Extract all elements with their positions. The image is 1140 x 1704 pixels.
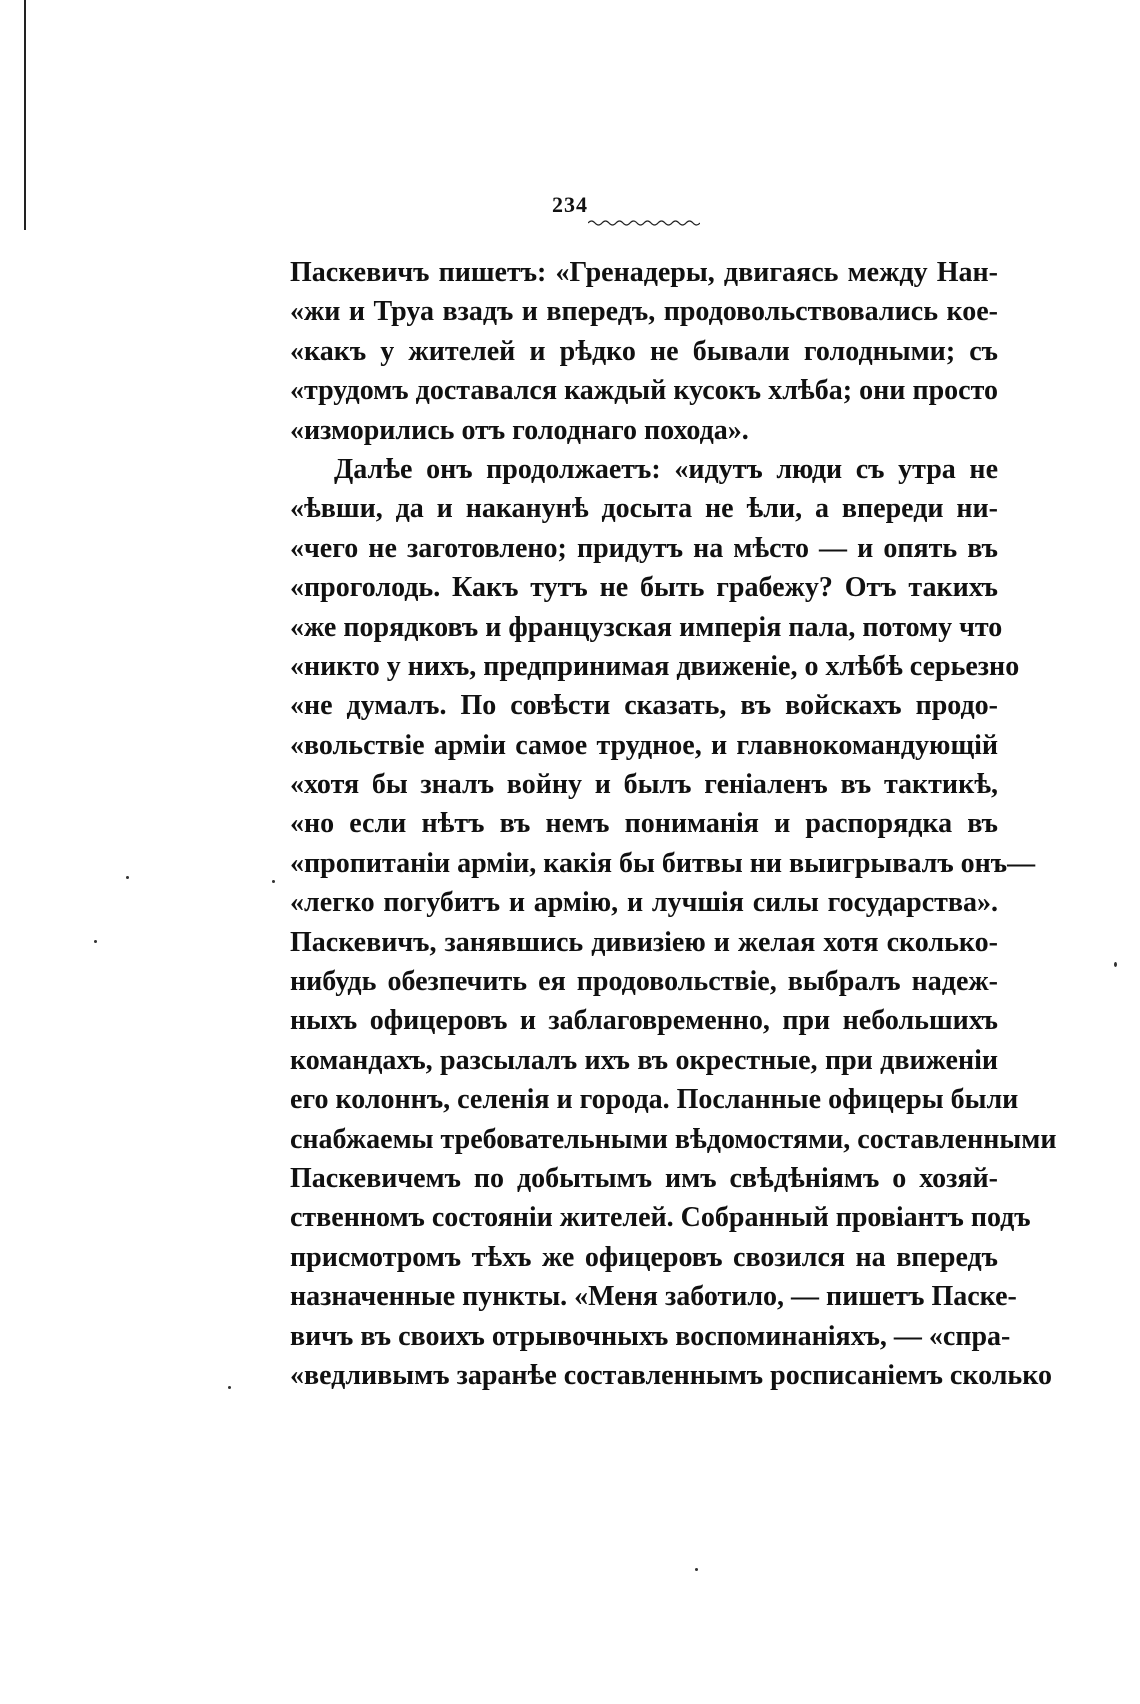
text-line: «же порядковъ и французская имперія пала, потому что [290,611,1003,643]
text-line: «жи и Труа взадъ и впередъ, продовольствовались кое- [290,296,998,328]
wavy-ornament [588,218,700,228]
text-line: Паскевичъ, занявшись дивизіею и желая хотя сколько- [290,926,998,958]
text-line: Паскевичемъ по добытымъ имъ свѣдѣніямъ о хозяй- [290,1162,998,1194]
text-line: «хотя бы зналъ войну и былъ геніаленъ въ тактикѣ, [290,769,998,801]
text-line: «трудомъ доставался каждый кусокъ хлѣба; они просто [290,375,998,407]
text-line: «пропитаніи арміи, какія бы битвы ни выигрывалъ онъ— [290,847,1036,879]
text-line: нибудь обезпечить ея продовольствіе, выбралъ надеж- [290,966,998,998]
text-line: «чего не заготовлено; придутъ на мѣсто — и опять въ [290,532,998,564]
text-line: ственномъ состояніи жителей. Собранный провіантъ подъ [290,1202,1031,1234]
text-line: присмотромъ тѣхъ же офицеровъ свозился на впередъ [290,1241,998,1273]
scan-speck [272,880,275,883]
text-line: «не думалъ. По совѣсти сказать, въ войскахъ продо- [290,690,998,722]
text-line: ныхъ офицеровъ и заблаговременно, при небольшихъ [290,1005,998,1037]
text-line: «легко погубитъ и армію, и лучшія силы государства». [290,887,998,919]
scan-speck [94,940,97,943]
text-line: вичъ въ своихъ отрывочныхъ воспоминаніяхъ, — «спра- [290,1320,1011,1352]
text-line: «ведливымъ заранѣе составленнымъ росписаніемъ сколько [290,1359,1052,1391]
text-line: его колоннъ, селенія и города. Посланные офицеры были [290,1084,1019,1116]
scan-speck [1114,962,1117,967]
scan-speck [228,1386,231,1389]
text-line: командахъ, разсылалъ ихъ въ окрестные, при движеніи [290,1044,998,1076]
scan-speck [695,1568,698,1571]
text-line: «проголодь. Какъ тутъ не быть грабежу? Отъ такихъ [290,572,998,604]
text-line: «вольствіе арміи самое трудное, и главнокомандующій [290,729,998,761]
text-line: «ѣвши, да и наканунѣ досыта не ѣли, а впереди ни- [290,493,998,525]
text-line: Далѣе онъ продолжаетъ: «идутъ люди съ утра не [334,453,998,485]
text-line: «никто у нихъ, предпринимая движеніе, о хлѣбѣ серьезно [290,650,1020,682]
page-number: 234 [552,192,588,217]
text-line: «какъ у жителей и рѣдко не бывали голодными; съ [290,335,998,367]
text-line: назначенные пункты. «Меня заботило, — пишетъ Паске- [290,1281,1017,1313]
text-line: снабжаемы требовательными вѣдомостями, составленными [290,1123,1057,1155]
text-line: Паскевичъ пишетъ: «Гренадеры, двигаясь между Нан- [290,257,998,288]
text-line: «но если нѣтъ въ немъ пониманія и распорядка въ [290,808,998,840]
text-line: «изморились отъ голоднаго похода». [290,414,749,446]
scan-speck [126,876,129,879]
body-text [290,253,1057,1395]
